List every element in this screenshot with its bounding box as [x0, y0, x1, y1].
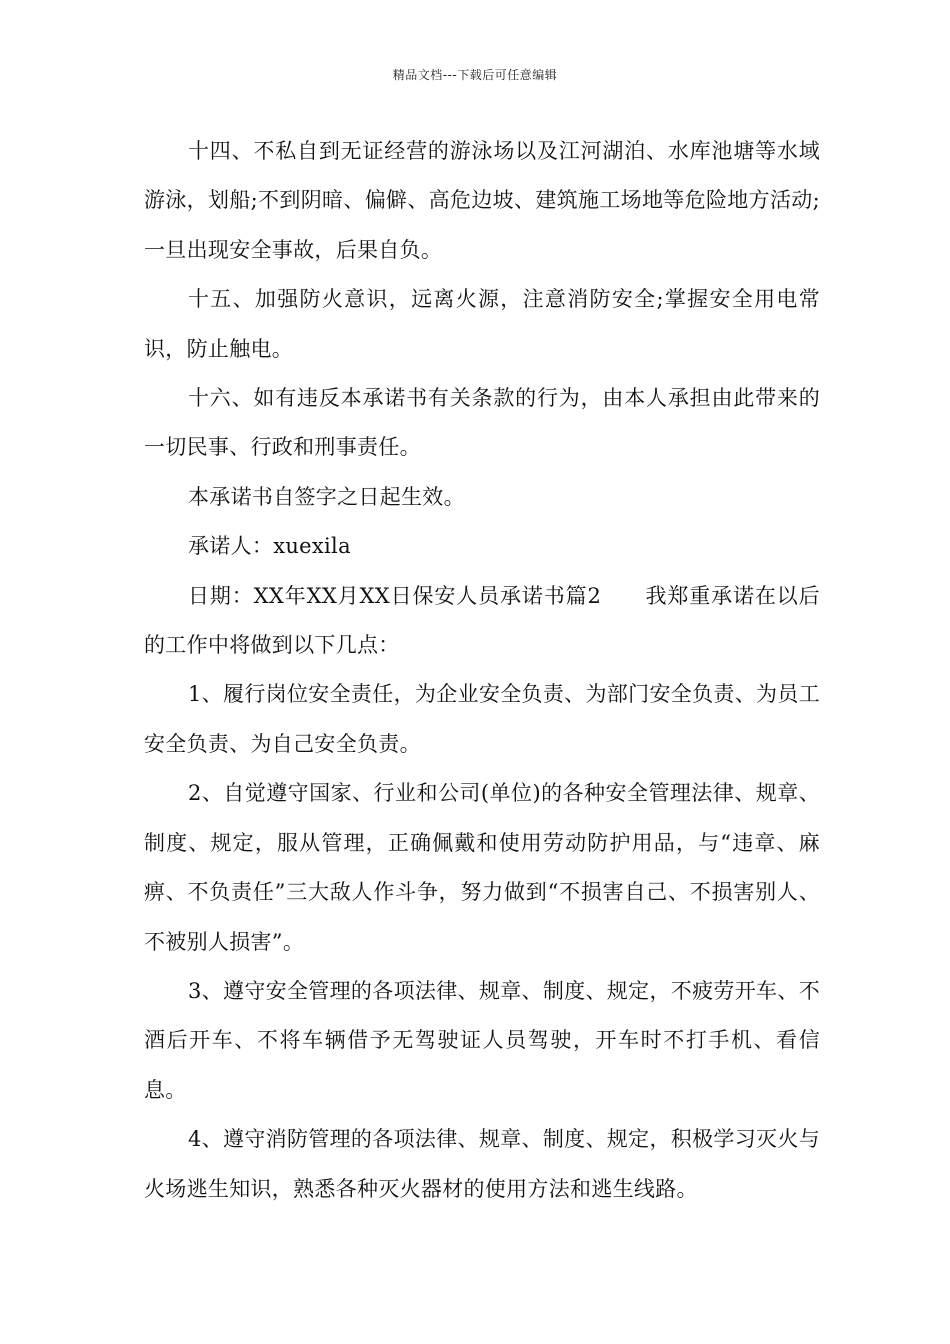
paragraph-14: 十四、不私自到无证经营的游泳场以及江河湖泊、水库池塘等水域游泳，划船;不到阴暗、偏僻、高危边坡、建筑施工场地等危险地方活动;一旦出现安全事故，后果自负。	[144, 139, 820, 262]
item-1: 1、履行岗位安全责任，为企业安全负责、为部门安全负责、为员工安全负责、为自己安全负责。	[144, 682, 820, 756]
page-header: 精品文档---下载后可任意编辑	[392, 68, 558, 82]
signatory-line: 承诺人：xuexila	[188, 534, 351, 559]
item-2: 2、自觉遵守国家、行业和公司(单位)的各种安全管理法律、规章、制度、规定，服从管理，正确佩戴和使用劳动防护用品，与“违章、麻痹、不负责任”三大敌人作斗争，努力做到“不损害自己、不损害别人、不被别人损害”。	[144, 781, 820, 954]
effective-statement: 本承诺书自签字之日起生效。	[188, 484, 465, 509]
item-3: 3、遵守安全管理的各项法律、规章、制度、规定，不疲劳开车、不酒后开车、不将车辆借予无驾驶证人员驾驶，开车时不打手机、看信息。	[144, 978, 820, 1102]
paragraph-15: 十五、加强防火意识，远离火源，注意消防安全;掌握安全用电常识，防止触电。	[144, 287, 820, 361]
document-body	[144, 127, 820, 1214]
item-4: 4、遵守消防管理的各项法律、规章、制度、规定，积极学习灭火与火场逃生知识，熟悉各种灭火器材的使用方法和逃生线路。	[144, 1127, 820, 1201]
paragraph-16: 十六、如有违反本承诺书有关条款的行为，由本人承担由此带来的一切民事、行政和刑事责任。	[144, 386, 820, 460]
date-and-section-title: 日期：XX年XX月XX日保安人员承诺书篇2 我郑重承诺在以后的工作中将做到以下几点：	[144, 583, 820, 658]
